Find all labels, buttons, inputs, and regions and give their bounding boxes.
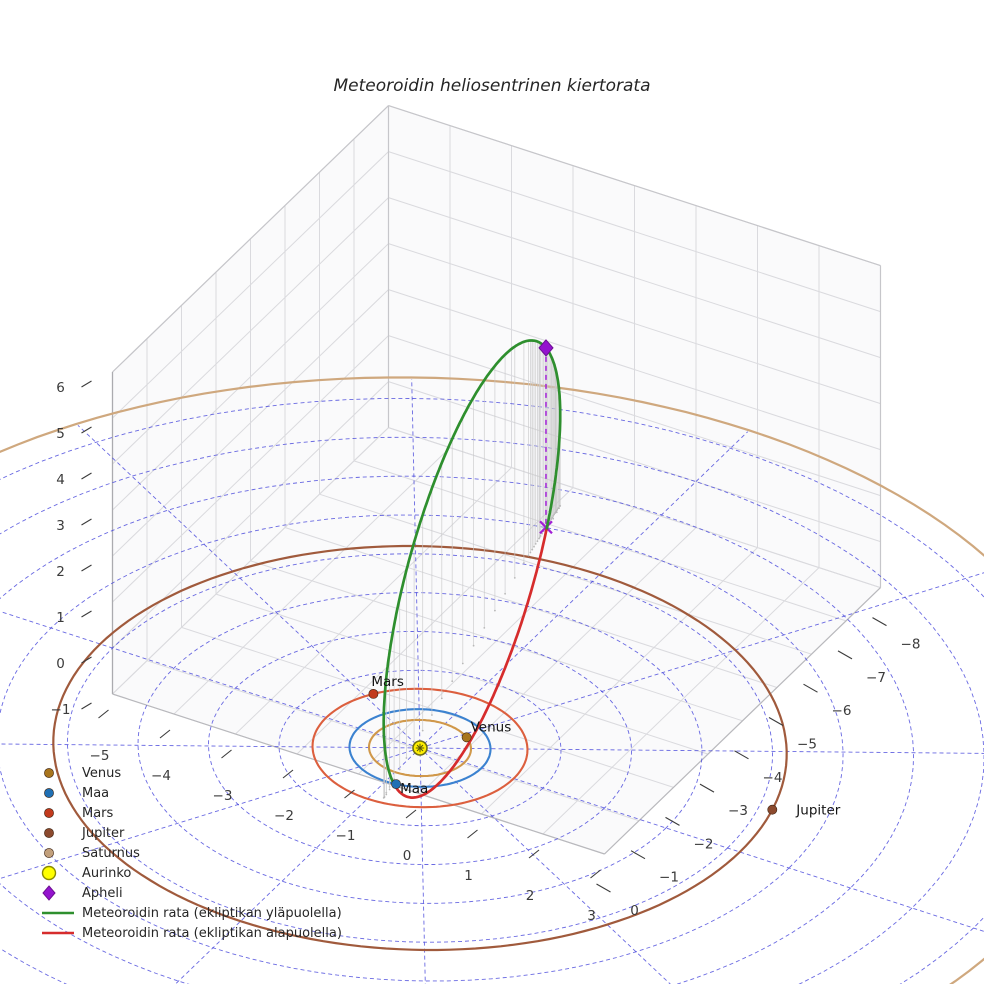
y-tick--6-tick (804, 684, 818, 692)
legend-label: Venus (82, 765, 122, 781)
legend-marker-sun-icon (34, 864, 78, 882)
planet-label-jupiter: Jupiter (796, 802, 841, 819)
legend-item-saturnus (34, 843, 342, 863)
legend-marker-diamond-icon (34, 884, 78, 902)
legend-marker-dot-icon (34, 824, 78, 842)
legend-marker-dot-icon (34, 844, 78, 862)
z-tick-1-label: 1 (56, 610, 65, 626)
planet-dot-jupiter (768, 805, 777, 814)
legend-marker-dot-icon (34, 804, 78, 822)
z-tick-3-tick (82, 519, 92, 525)
x-tick-1-tick (468, 830, 478, 838)
legend-marker-line-icon (34, 904, 78, 922)
y-tick--1-label: −1 (659, 869, 679, 886)
x-tick--3-label: −3 (212, 788, 233, 804)
planet-label-mars: Mars (371, 673, 404, 690)
z-tick-3-label: 3 (56, 518, 65, 534)
legend-marker-dot-icon (34, 764, 78, 782)
z-tick-0-label: 0 (56, 656, 65, 672)
x-tick-0-label: 0 (402, 848, 412, 864)
y-tick--3-label: −3 (728, 803, 748, 820)
y-tick--4-label: −4 (762, 769, 783, 786)
x-tick-0-tick (406, 810, 416, 818)
y-tick--3-tick (700, 784, 714, 792)
legend-label: Jupiter (82, 825, 125, 841)
legend-item-jupiter (34, 823, 342, 843)
x-tick--2-label: −2 (274, 808, 294, 824)
y-tick--7-label: −7 (866, 669, 886, 686)
z-tick-4-tick (82, 473, 92, 479)
legend-item-mars (34, 803, 342, 823)
x-tick-3-label: 3 (587, 908, 596, 924)
legend-label: Saturnus (82, 845, 140, 861)
x-tick--4-tick (160, 730, 170, 738)
y-tick--5-label: −5 (797, 736, 817, 753)
y-tick--2-tick (666, 817, 680, 825)
y-tick--2-label: −2 (693, 836, 714, 853)
legend-item-meteoroidin (34, 903, 342, 923)
axis-panes (113, 106, 881, 854)
x-tick--5-tick (99, 710, 109, 718)
y-tick--4-tick (735, 751, 749, 759)
y-tick--1-tick (631, 851, 645, 859)
legend-item-aurinko (34, 863, 342, 883)
legend-item-maa (34, 783, 342, 803)
z-tick--1-label: −1 (50, 702, 71, 718)
planet-label-maa: Maa (400, 781, 429, 798)
x-tick-2-label: 2 (525, 888, 535, 904)
z-tick-5-label: 5 (56, 426, 65, 442)
legend-item-venus (34, 763, 342, 783)
plot-title: Meteoroidin heliosentrinen kiertorata (333, 76, 651, 96)
x-tick--1-label: −1 (335, 828, 356, 844)
z-tick-6-label: 6 (56, 380, 65, 396)
z-tick-4-label: 4 (56, 472, 65, 488)
legend-item-apheli (34, 883, 342, 903)
legend-label: Meteoroidin rata (ekliptikan alapuolella) (82, 925, 342, 941)
y-tick--6-label: −6 (831, 703, 852, 720)
x-tick--4-label: −4 (151, 768, 171, 784)
y-tick-0-label: 0 (630, 903, 639, 919)
z-tick-1-tick (82, 611, 92, 617)
planet-dot-mars (369, 689, 378, 698)
y-tick--8-label: −8 (900, 636, 921, 653)
planet-label-venus: Venus (470, 719, 512, 736)
y-tick-0-tick (597, 884, 611, 892)
legend-item-meteoroidin (34, 923, 342, 943)
y-tick--7-tick (838, 651, 852, 659)
x-tick-1-label: 1 (464, 868, 473, 884)
legend-label: Apheli (82, 885, 123, 901)
legend-label: Maa (82, 785, 110, 801)
z-tick-2-tick (82, 565, 92, 571)
legend-marker-line-icon (34, 924, 78, 942)
x-tick--5-label: −5 (89, 748, 110, 764)
x-tick--3-tick (222, 750, 232, 758)
legend-label: Aurinko (82, 865, 132, 881)
z-tick-2-label: 2 (56, 564, 65, 580)
sun-marker (413, 741, 427, 755)
x-tick-2-tick (529, 850, 539, 858)
legend (34, 763, 342, 943)
legend-label: Mars (82, 805, 114, 821)
y-tick--8-tick (873, 618, 887, 626)
z-tick--1-tick (82, 703, 92, 709)
legend-label: Meteoroidin rata (ekliptikan yläpuolella) (82, 905, 342, 921)
legend-marker-dot-icon (34, 784, 78, 802)
z-tick-6-tick (82, 381, 92, 387)
